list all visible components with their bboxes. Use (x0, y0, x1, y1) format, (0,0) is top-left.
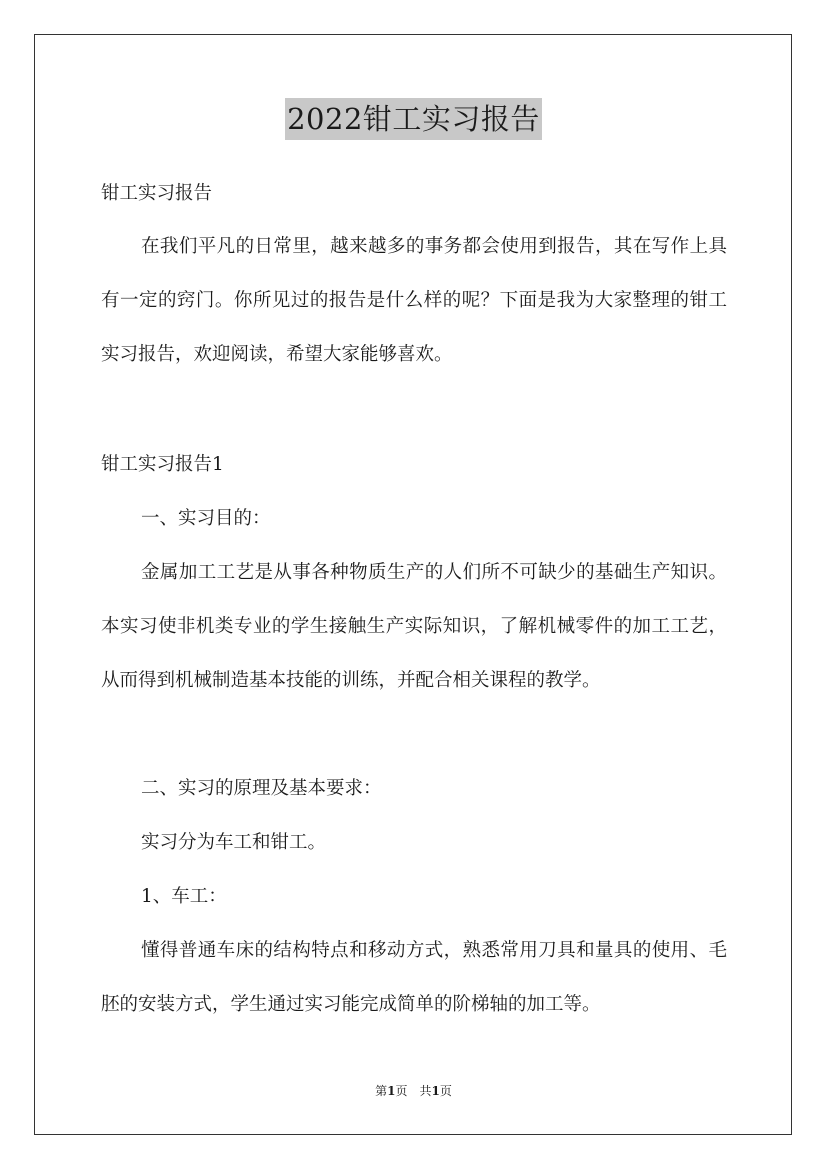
title-container (0, 98, 827, 140)
purpose-paragraph: 金属加工工艺是从事各种物质生产的人们所不可缺少的基础生产知识。本实习使非机类专业的学生接触生产实际知识，了解机械零件的加工工艺，从而得到机械制造基本技能的训练，并配合相关课程的教学。 (101, 562, 727, 691)
footer-page-number: 1 (387, 1084, 396, 1098)
subtitle: 钳工实习报告 (101, 183, 213, 204)
heading-principle: 二、实习的原理及基本要求： (141, 778, 382, 799)
intro-paragraph: 在我们平凡的日常里，越来越多的事务都会使用到报告，其在写作上具有一定的窍门。你所见过的报告是什么样的呢？下面是我为大家整理的钳工实习报告，欢迎阅读，希望大家能够喜欢。 (101, 236, 727, 365)
item-lathe-heading: 1、车工： (141, 886, 227, 907)
footer-prefix: 第 (375, 1084, 388, 1098)
page-footer (0, 1083, 827, 1099)
section-title: 钳工实习报告1 (101, 454, 224, 475)
lathe-paragraph: 懂得普通车床的结构特点和移动方式，熟悉常用刀具和量具的使用、毛胚的安装方式，学生通过实习能完成简单的阶梯轴的加工等。 (101, 940, 727, 1015)
split-paragraph: 实习分为车工和钳工。 (141, 832, 327, 853)
footer-suffix: 页 (439, 1084, 452, 1098)
footer-mid: 页 共 (395, 1084, 432, 1098)
footer-page-total: 1 (431, 1084, 440, 1098)
heading-purpose: 一、实习目的： (141, 508, 271, 529)
document-title: 2022钳工实习报告 (285, 98, 542, 140)
